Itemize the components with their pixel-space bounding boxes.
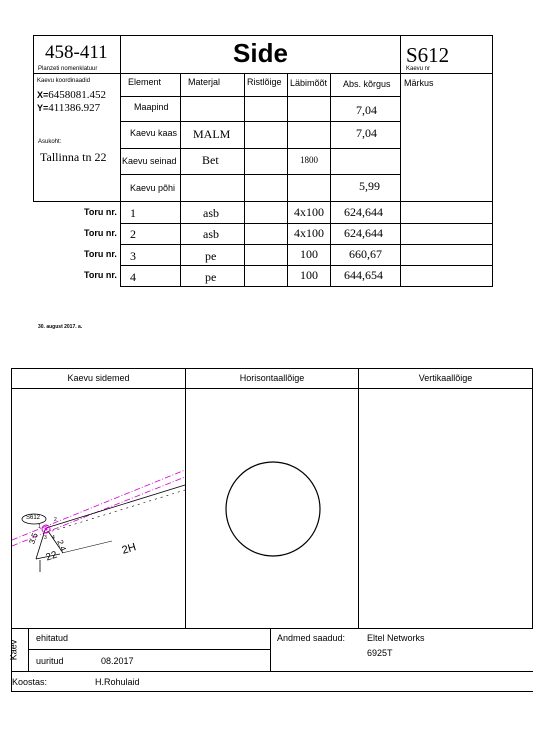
- col-material: Materjal: [188, 77, 221, 87]
- row-element-label: Kaevu põhi: [130, 183, 176, 193]
- pipe-material: pe: [205, 270, 217, 284]
- panel-title-vertical: Vertikaallõige: [418, 373, 473, 383]
- well-tag: S612: [26, 515, 41, 521]
- dimension-label: 2.4: [55, 538, 68, 553]
- pipe-material: asb: [203, 206, 219, 220]
- author-label: Koostas:: [12, 677, 48, 687]
- location-value: Tallinna tn 22: [40, 150, 107, 164]
- pipe-label: Toru nr.: [84, 207, 117, 217]
- pipe-elevation: 644,654: [344, 268, 383, 282]
- x-label: X=: [37, 90, 49, 100]
- pipe-nr: 2: [130, 227, 136, 241]
- dimension-label: 3.5: [27, 531, 40, 546]
- source-code: 6925T: [367, 648, 393, 658]
- pipe-diameter: 100: [300, 268, 318, 282]
- pipe-diameter: 4x100: [294, 205, 324, 219]
- node-label: 4: [52, 535, 55, 541]
- pipe-label: Toru nr.: [84, 228, 117, 238]
- pipe-elevation: 624,644: [344, 205, 383, 219]
- panel-title-horizontal: Horisontaallõige: [239, 373, 305, 383]
- built-label: ehitatud: [36, 633, 69, 643]
- sheet-caption: Planzeti nomenklatuur: [38, 66, 98, 72]
- col-elevation: Abs. kõrgus: [343, 79, 391, 89]
- pipe-nr: 1: [130, 206, 136, 220]
- node-label: 3: [44, 535, 47, 541]
- pipe-material: pe: [205, 249, 217, 263]
- row-elevation: 5,99: [359, 179, 380, 193]
- sheet-number: 458-411: [45, 42, 108, 63]
- source-value: Eltel Networks: [367, 633, 425, 643]
- panel-title-connections: Kaevu sidemed: [67, 373, 130, 383]
- pipe-nr: 4: [130, 270, 136, 284]
- row-diameter: 1800: [300, 155, 318, 165]
- row-element-label: Kaevu seinad: [122, 156, 177, 166]
- x-value: 6458081.452: [48, 89, 107, 101]
- footer-side-label: Kaev: [8, 639, 19, 661]
- node-label: 2: [54, 517, 57, 523]
- pipe-elevation: 660,67: [349, 247, 382, 261]
- pipe-material: asb: [203, 227, 219, 241]
- author-value: H.Rohulaid: [95, 677, 140, 687]
- y-label: Y=: [37, 103, 49, 113]
- page-title: Side: [233, 38, 288, 68]
- row-material: Bet: [202, 153, 219, 167]
- col-section: Ristlõige: [247, 77, 282, 87]
- pipe-label: Toru nr.: [84, 270, 117, 280]
- row-material: MALM: [193, 127, 231, 141]
- surveyed-value: 08.2017: [101, 656, 134, 666]
- source-label: Andmed saadud:: [277, 633, 346, 643]
- node-label: 1: [38, 524, 41, 530]
- surveyed-label: uuritud: [36, 656, 64, 666]
- date-note: 30. august 2017. a.: [38, 324, 83, 330]
- pipe-elevation: 624,644: [344, 226, 383, 240]
- col-diameter: Läbimõõt: [290, 78, 328, 88]
- pipe-diameter: 4x100: [294, 226, 324, 240]
- coordinates-caption: Kaevu koordinaadid: [37, 78, 91, 84]
- dimension-label: 2H: [120, 541, 138, 557]
- col-element: Element: [128, 77, 162, 87]
- row-elevation: 7,04: [356, 103, 377, 117]
- y-value: 411386.927: [48, 102, 101, 114]
- well-id: S612: [406, 43, 450, 67]
- row-element-label: Maapind: [134, 102, 169, 112]
- pipe-nr: 3: [130, 249, 136, 263]
- remarks-header: Märkus: [404, 78, 434, 88]
- dimension-label: 22: [44, 549, 59, 564]
- location-caption: Asukoht:: [38, 139, 62, 145]
- row-element-label: Kaevu kaas: [130, 128, 178, 138]
- well-caption: Kaevu nr: [406, 66, 431, 72]
- row-elevation: 7,04: [356, 126, 377, 140]
- pipe-diameter: 100: [300, 247, 318, 261]
- pipe-label: Toru nr.: [84, 249, 117, 259]
